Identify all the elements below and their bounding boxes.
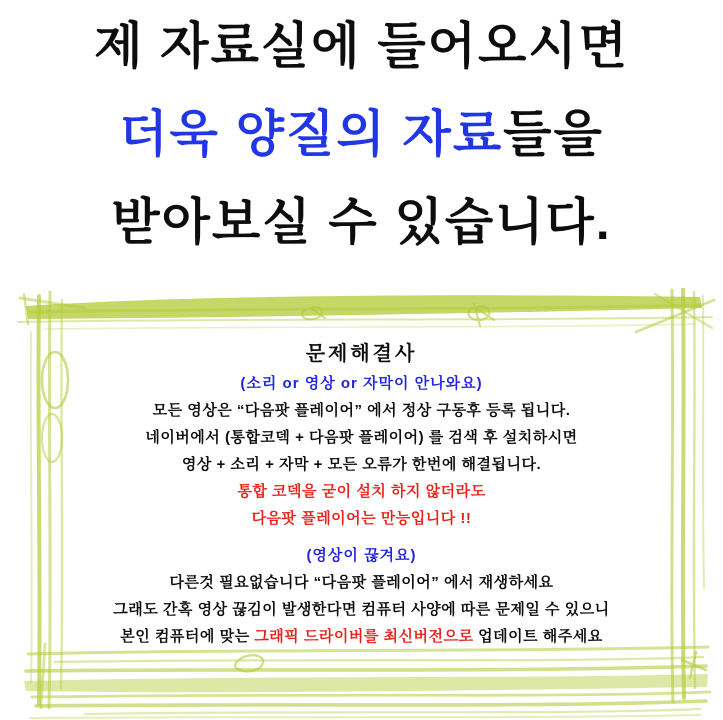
headline-line-1: 제 자료실에 들어오시면 (94, 18, 629, 74)
headline (0, 16, 723, 280)
section2-line-2: 그래도 간혹 영상 끊김이 발생한다면 컴퓨터 사양에 따른 문제일 수 있으니 (113, 601, 610, 618)
section1-warning-1: 통합 코덱을 굳이 설치 하지 않더라도 (237, 483, 486, 500)
section2-line-3-prefix: 본인 컴퓨터에 맞는 (120, 628, 255, 645)
section2-heading: (영상이 끊겨요) (306, 547, 417, 564)
section2-line-3 (45, 628, 678, 646)
section1-warning-2: 다음팟 플레이어는 만능입니다 !! (251, 510, 472, 527)
section2-line-1: 다른것 필요없습니다 “다음팟 플레이어” 에서 재생하세요 (169, 574, 554, 591)
section1-heading: (소리 or 영상 or 자막이 안나와요) (240, 375, 483, 392)
notice-panel (45, 343, 678, 655)
headline-line-3: 받아보실 수 있습니다. (111, 194, 612, 250)
headline-line-2-highlight: 더욱 양질의 자료 (119, 106, 504, 162)
section1-line-2: 네이버에서 (통합코덱 + 다음팟 플레이어) 를 검색 후 설치하시면 (145, 429, 578, 446)
headline-line-2 (0, 104, 723, 164)
headline-line-2-rest: 들을 (503, 106, 604, 162)
section2-line-3-suffix: 업데이트 해주세요 (473, 628, 603, 645)
section2-line-3-highlight: 그래픽 드라이버를 최신버전으로 (254, 628, 474, 645)
section1-line-1: 모든 영상은 “다음팟 플레이어” 에서 정상 구동후 등록 됩니다. (152, 402, 571, 419)
section1-line-3: 영상 + 소리 + 자막 + 모든 오류가 한번에 해결됩니다. (181, 456, 542, 473)
panel-title: 문제해결사 (305, 343, 418, 365)
